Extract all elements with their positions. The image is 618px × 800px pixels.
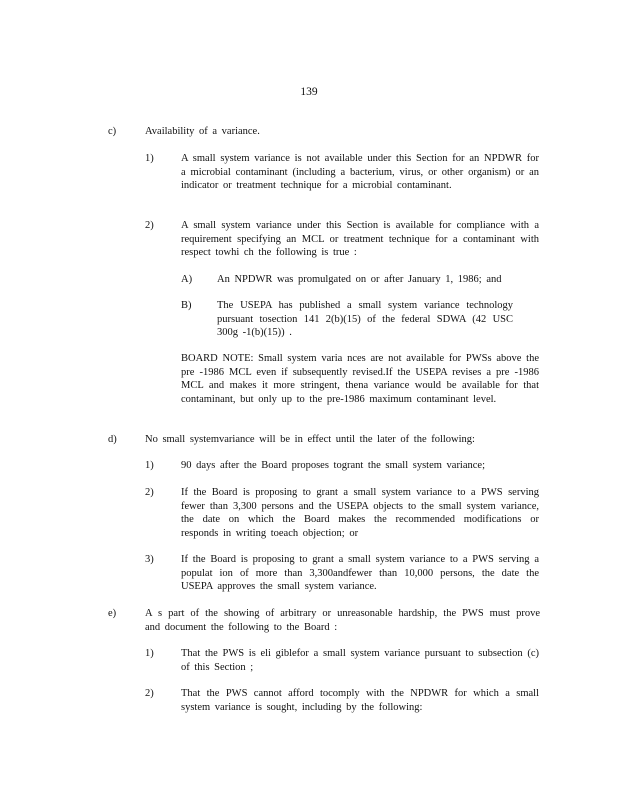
item-label-e-1: 1) [145,648,154,659]
item-text-c: Availability of a variance. [145,126,260,137]
item-text-c-2-A: An NPDWR was promulgated on or after January 1, 1986; and [217,274,502,285]
item-label-d-2: 2) [145,487,154,498]
item-text-d-3: If the Board is proposing to grant a small system variance to a PWS serving a populat ion of more than 3,300andfewer than 10,000 persons, the date the USEPA approves the small system variance. [181,554,539,592]
item-label-c-2: 2) [145,220,154,231]
page-number: 139 [300,86,318,98]
item-text-d-2: If the Board is proposing to grant a small system variance to a PWS serving fewer than 3,300 persons and the USEPA objects to the small system variance, the date on which the Board makes the recommended modifications or responds in writing toeach objection; or [181,487,539,539]
item-text-d-1: 90 days after the Board proposes togrant the small system variance; [181,460,486,471]
item-text-e-1: That the PWS is eli giblefor a small system variance pursuant to subsection (c) of this Section ; [181,648,539,673]
item-label-e-2: 2) [145,688,154,699]
item-label-e: e) [108,608,117,619]
item-text-c-2: A small system variance under this Section is available for compliance with a requirement specifying an MCL or treatment technique for a contaminant with respect towhi ch the following is true : [181,220,539,258]
item-label-c-2-B: B) [181,300,192,311]
item-label-d-3: 3) [145,554,154,565]
item-label-c-1: 1) [145,153,154,164]
item-label-c-2-A: A) [181,274,193,285]
item-label-d-1: 1) [145,460,154,471]
item-text-d: No small systemvariance will be in effect until the later of the following: [145,434,475,445]
item-text-e-2: That the PWS cannot afford tocomply with the NPDWR for which a small system variance is sought, including by the following: [181,688,539,713]
board-note: BOARD NOTE: Small system varia nces are not available for PWSs above the pre -1986 MCL even if subsequently revised.If the USEPA revises a pre -1986 MCL and makes it more stringent, thena variance would be available for that contaminant, but only up to the pre-1986 maximum contaminant level. [181,353,539,405]
item-text-c-2-B: The USEPA has published a small system variance technology pursuant tosection 141 2(b)(15) of the federal SDWA (42 USC 300g -1(b)(15)) . [217,300,513,338]
item-text-e: A s part of the showing of arbitrary or unreasonable hardship, the PWS must prove and document the following to the Board : [145,608,540,633]
item-label-d: d) [108,434,117,445]
item-text-c-1: A small system variance is not available under this Section for an NPDWR for a microbial contaminant (including a bacterium, virus, or other organism) or an indicator or treatment technique for a microbial contaminant. [181,153,539,191]
item-label-c: c) [108,126,117,137]
